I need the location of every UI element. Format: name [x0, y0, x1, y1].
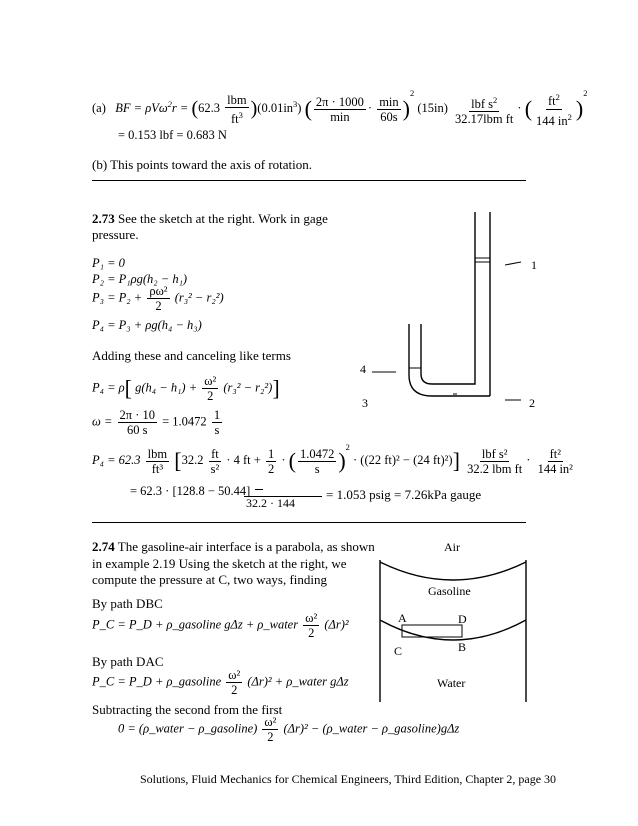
fig-label-d: D	[458, 612, 467, 626]
fig-label-air: Air	[444, 540, 460, 554]
problem-274-line2: in example 2.19 Using the sketch at the right, we	[92, 556, 347, 571]
fig-label-2: 2	[529, 396, 535, 410]
part-b-text: (b) This points toward the axis of rotation.	[92, 157, 313, 172]
subtract-text: Subtracting the second from the first	[92, 702, 283, 717]
fig-label-gasoline: Gasoline	[428, 584, 471, 598]
divider	[92, 180, 526, 181]
eq-bf-result: = 0.153 lbf = 0.683 N	[118, 128, 227, 142]
problem-273-heading-cont: pressure.	[92, 227, 139, 242]
eq-p4: P₄ = P₃ + ρg(h₄ − h₃)	[92, 318, 202, 332]
eq-p4-numeric: P₄ = 62.3 $\frac{\text{lbm}}{\text{ft³}}$ [32.2 $\frac{ft}{\text{s²}}$ · 4 ft + $\frac{1}{2}$ · ( $\frac{1.0472}{s}$ )$^2$ · ((22 ft)² − (24 ft)²)] $\frac{\text{lbf s²}}{\text{32.2 lbm ft}}$ · $\frac{\text{ft²}}{\text{144 in²}}$	[92, 442, 573, 476]
fig-label-a: A	[398, 611, 407, 625]
eq-p4-result: = 62.3 · [128.8 − 50.44]	[130, 484, 265, 504]
fig-label-c: C	[394, 644, 403, 658]
page-footer: Solutions, Fluid Mechanics for Chemical Engineers, Third Edition, Chapter 2, page 30	[140, 772, 557, 786]
eq-p4-combined: P₄ = ρ[ g(h₄ − h₁) + $\frac{\text{ω²}}{2}$ (r₃² − r₂²)]	[92, 374, 280, 403]
fig-label-4: 4	[360, 362, 366, 376]
eq-p4-result-bar	[244, 496, 322, 497]
divider	[92, 522, 526, 523]
fig-label-3: 3	[362, 396, 368, 410]
eq-p4-result-val: = 1.053 psig = 7.26kPa gauge	[326, 487, 482, 502]
eq-p3: P₃ = P₂ + $\frac{\text{ρω²}}{2}$ (r₃² − r₂²)	[92, 284, 224, 313]
problem-273-heading: 2.73 See the sketch at the right. Work in gage	[92, 211, 328, 226]
eq-bf: (a) BF = ρVω$^2$r = (62.3 $\frac{\text{lbm}}{ft^3}$ )$(0.01in^3)$ ( $\frac{2\pi \cdot 1000}{\min}$ · $\frac{\min}{60s}$ )$^2$ (15in) $\frac{lbf s^2}{\text{32.17lbm ft}}$ · ( $\frac{ft^2}{144 in^2}$ )$^2$	[92, 88, 588, 128]
problem-274-line3: compute the pressure at C, two ways, finding	[92, 572, 328, 587]
eq-p4-result-den: 32.2 · 144	[246, 496, 295, 510]
eq-final: 0 = (ρ_water − ρ_gasoline) $\frac{\text{ω²}}{2}$ (Δr)² − (ρ_water − ρ_gasoline)gΔz	[118, 715, 460, 744]
fig-label-water: Water	[437, 676, 466, 690]
eq-p2: P₂ = P₁ρg(h₂ − h₁)	[92, 272, 188, 286]
eq-dbc: P_C = P_D + ρ_gasoline gΔz + ρ_water $\frac{\text{ω²}}{2}$ (Δr)²	[92, 611, 349, 640]
by-path-dac: By path DAC	[92, 654, 164, 669]
eq-dac: P_C = P_D + ρ_gasoline $\frac{\text{ω²}}{2}$ (Δr)² + ρ_water gΔz	[92, 668, 349, 697]
eq-omega: ω = $\frac{2\pi \cdot 10}{60 s}$ = 1.0472 $\frac{1}{s}$	[92, 408, 221, 437]
problem-274-heading: 2.74 The gasoline-air interface is a parabola, as shown	[92, 539, 375, 554]
eq-p1: P₁ = 0	[92, 256, 125, 270]
fig-label-1: 1	[531, 258, 537, 272]
u-tube-figure	[340, 200, 560, 420]
by-path-dbc: By path DBC	[92, 596, 163, 611]
fig-label-b: B	[458, 640, 467, 654]
adding-text: Adding these and canceling like terms	[92, 348, 291, 363]
